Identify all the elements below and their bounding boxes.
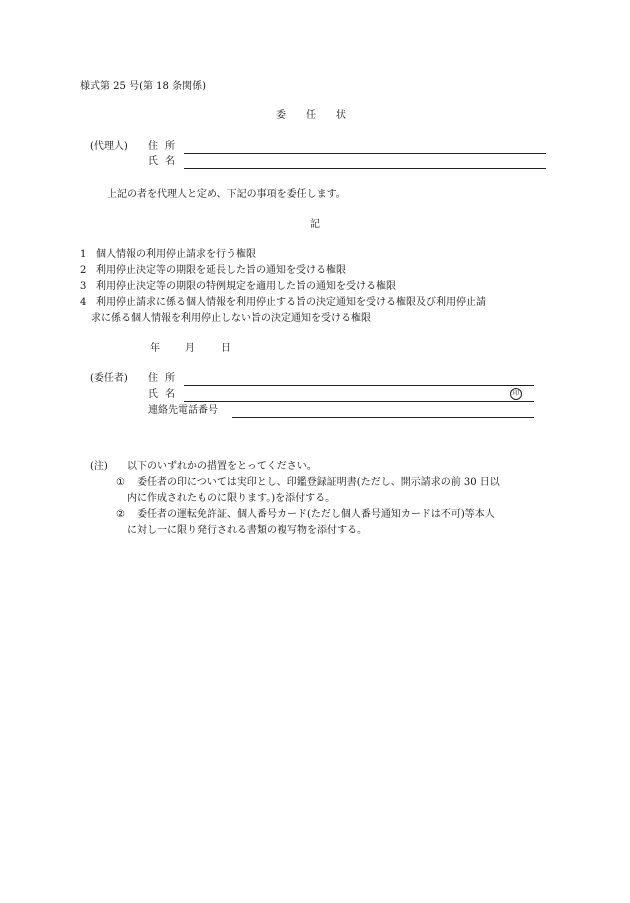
agent-address-field[interactable]	[184, 153, 546, 154]
note-mark: ①	[116, 477, 125, 488]
ki-heading: 記	[310, 219, 320, 230]
note-text: 委任者の運転免許証、個人番号カード(ただし個人番号通知カードは不可)等本人	[137, 509, 495, 520]
note-text: 委任者の印については実印とし、印鑑登録証明書(ただし、開示請求の前 30 日以	[137, 477, 500, 488]
note-text-continuation: に対し一に限り発行される書類の複写物を添付する。	[127, 525, 367, 536]
note-text-continuation: 内に作成されたものに限ります。)を添付する。	[127, 493, 336, 504]
principal-address-label: 住所	[148, 373, 182, 384]
principal-name-field[interactable]	[184, 401, 534, 402]
list-item	[80, 295, 486, 311]
date-year-label: 年	[150, 343, 160, 354]
agent-name-field[interactable]	[184, 168, 546, 169]
agent-name-label: 氏名	[148, 156, 182, 167]
list-item-text: 利用停止決定等の期限を延長した旨の通知を受ける権限	[96, 265, 346, 276]
list-item-number: 2	[80, 265, 87, 276]
list-item-text: 利用停止請求に係る個人情報を利用停止する旨の決定通知を受ける権限及び利用停止請	[96, 297, 486, 308]
list-item-number: 4	[80, 297, 87, 308]
principal-phone-field[interactable]	[232, 417, 534, 418]
agent-address-label: 住所	[148, 141, 182, 152]
notes-label: (注)	[90, 461, 108, 472]
list-item-number: 1	[80, 249, 87, 260]
list-item-continuation: 求に係る個人情報を利用停止しない旨の決定通知を受ける権限	[91, 313, 371, 324]
document-title: 委任状	[276, 110, 366, 121]
principal-name-label: 氏名	[148, 389, 182, 400]
form-number: 様式第 25 号(第 18 条関係)	[80, 81, 206, 92]
agent-section-label: (代理人)	[90, 141, 128, 152]
notes-intro: 以下のいずれかの措置をとってください。	[127, 461, 317, 472]
list-item-number: 3	[80, 281, 87, 292]
principal-section-label: (委任者)	[90, 373, 128, 384]
list-item-text: 利用停止決定等の期限の特例規定を適用した旨の通知を受ける権限	[96, 281, 396, 292]
delegation-statement: 上記の者を代理人と定め、下記の事項を委任します。	[107, 189, 346, 200]
principal-phone-label: 連絡先電話番号	[148, 405, 218, 416]
list-item	[80, 247, 256, 263]
seal-mark-icon: 印	[510, 388, 522, 400]
list-item-text: 個人情報の利用停止請求を行う権限	[96, 249, 256, 260]
principal-address-field[interactable]	[184, 385, 534, 386]
list-item	[80, 263, 346, 279]
note-mark: ②	[116, 509, 125, 520]
list-item	[80, 279, 396, 295]
date-month-label: 月	[185, 343, 195, 354]
date-day-label: 日	[221, 343, 231, 354]
